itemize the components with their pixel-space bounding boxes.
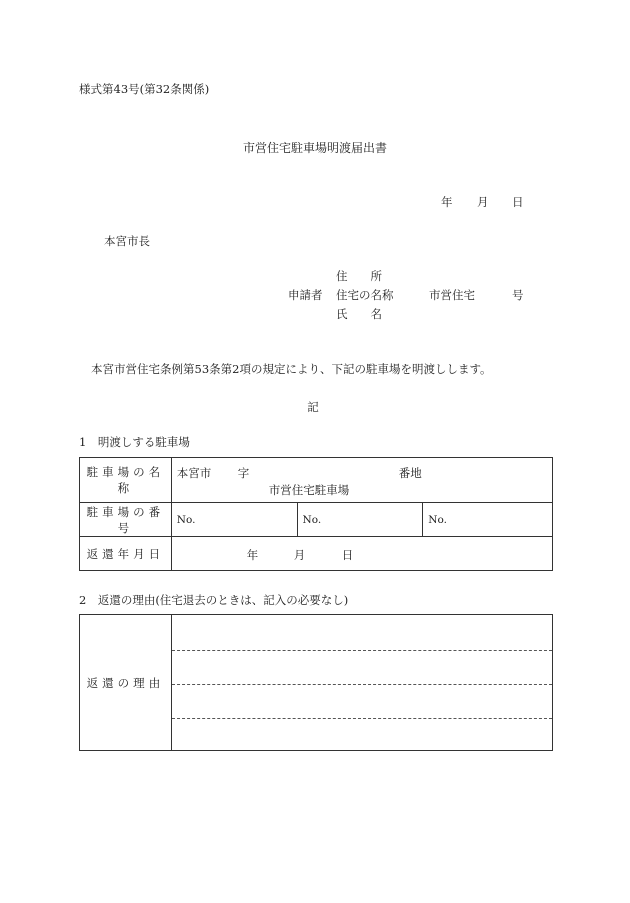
parking-number-label: 駐車場の番号 (80, 503, 172, 537)
applicant-number-suffix: 号 (512, 288, 524, 302)
form-number: 様式第43号(第32条関係) (79, 82, 210, 96)
date-month: 月 (477, 195, 489, 209)
parking-banchi: 番地 (398, 465, 422, 480)
reason-table (79, 614, 553, 751)
parking-aza: 字 (237, 465, 250, 480)
parking-number-cell[interactable]: No. (171, 503, 297, 537)
reason-line (172, 718, 552, 719)
applicant-housing-name-label: 住宅の名称 (336, 288, 394, 302)
addressee: 本宮市長 (104, 234, 150, 248)
parking-name-row (80, 458, 553, 503)
parking-lot-name: 市営住宅駐車場 (268, 482, 350, 497)
parking-number-row (80, 503, 553, 537)
applicant-label: 申請者 (288, 288, 323, 302)
return-date-label: 返還年月日 (80, 537, 172, 571)
page-title: 市営住宅駐車場明渡届出書 (242, 141, 387, 155)
parking-table (79, 457, 553, 571)
reason-line (172, 650, 552, 651)
parking-city: 本宮市 (176, 465, 212, 480)
parking-name-label: 駐車場の名称 (80, 458, 172, 503)
section1-heading: 1 明渡しする駐車場 (79, 435, 190, 449)
parking-number-cell[interactable]: No. (297, 503, 423, 537)
return-date-day: 日 (341, 547, 354, 562)
statement: 本宮市営住宅条例第53条第2項の規定により、下記の駐車場を明渡しします。 (91, 362, 492, 376)
ki-mark: 記 (307, 400, 319, 414)
reason-label: 返還の理由 (80, 615, 172, 751)
return-date-month: 月 (293, 547, 306, 562)
reason-line (172, 684, 552, 685)
reason-field[interactable] (171, 615, 552, 751)
section2-heading: 2 返還の理由(住宅退去のときは、記入の必要なし) (79, 593, 349, 607)
date-year: 年 (441, 195, 453, 209)
applicant-housing-value: 市営住宅 (429, 288, 475, 302)
parking-name-cell[interactable] (171, 458, 552, 503)
return-date-row (80, 537, 553, 571)
applicant-address-label: 住 所 (336, 269, 382, 283)
return-date-cell[interactable] (171, 537, 552, 571)
return-date-year: 年 (246, 547, 259, 562)
date-day: 日 (512, 195, 524, 209)
parking-number-cell[interactable]: No. (423, 503, 553, 537)
applicant-name-label: 氏 名 (336, 307, 382, 321)
